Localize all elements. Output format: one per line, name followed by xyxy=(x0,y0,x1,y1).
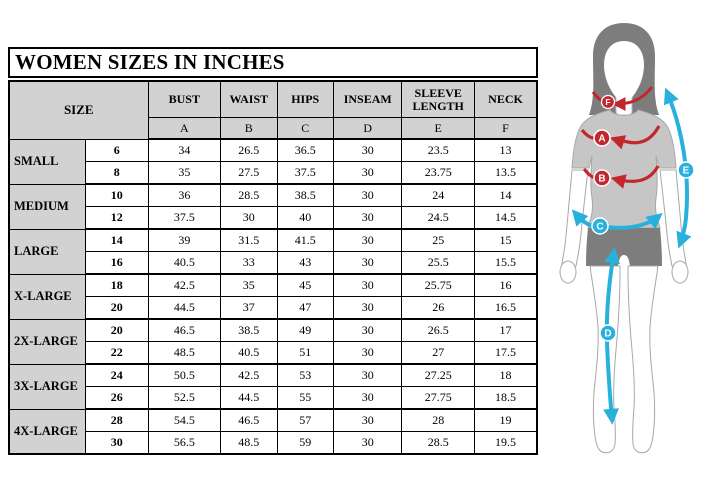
measure-cell-sleeve-length: 25 xyxy=(402,229,475,252)
letter-header-a: A xyxy=(148,118,221,140)
measure-cell-sleeve-length: 25.5 xyxy=(402,252,475,275)
measure-cell-inseam: 30 xyxy=(333,229,402,252)
measure-cell-waist: 30 xyxy=(221,207,277,230)
measure-cell-neck: 14.5 xyxy=(475,207,538,230)
col-header-waist: WAIST xyxy=(221,81,277,118)
marker-letter: A xyxy=(598,133,606,145)
bust-marker xyxy=(594,130,610,146)
measure-cell-hips: 40 xyxy=(277,207,333,230)
marker-letter: E xyxy=(682,165,690,177)
torso-shirt-shape xyxy=(572,110,676,228)
size-group-label-3x-large: 3X-LARGE xyxy=(9,364,86,409)
size-number-cell: 12 xyxy=(86,207,148,230)
measure-cell-bust: 39 xyxy=(148,229,221,252)
marker-letter: F xyxy=(605,97,611,107)
measure-cell-bust: 54.5 xyxy=(148,409,221,432)
measure-cell-inseam: 30 xyxy=(333,432,402,455)
letter-header-d: D xyxy=(333,118,402,140)
measure-cell-hips: 55 xyxy=(277,387,333,410)
measure-cell-sleeve-length: 25.75 xyxy=(402,274,475,297)
size-number-cell: 14 xyxy=(86,229,148,252)
measure-cell-bust: 56.5 xyxy=(148,432,221,455)
size-number-cell: 6 xyxy=(86,139,148,162)
measure-cell-bust: 40.5 xyxy=(148,252,221,275)
measure-cell-sleeve-length: 26 xyxy=(402,297,475,320)
size-number-cell: 24 xyxy=(86,364,148,387)
measure-cell-sleeve-length: 27.25 xyxy=(402,364,475,387)
table-row-medium-10 xyxy=(9,184,537,207)
measure-cell-inseam: 30 xyxy=(333,364,402,387)
inseam-marker xyxy=(600,325,616,341)
size-number-cell: 10 xyxy=(86,184,148,207)
measure-cell-neck: 18 xyxy=(475,364,538,387)
right-leg xyxy=(628,266,658,453)
col-header-bust: BUST xyxy=(148,81,221,118)
measure-cell-inseam: 30 xyxy=(333,387,402,410)
measure-cell-hips: 49 xyxy=(277,319,333,342)
size-group-label-medium: MEDIUM xyxy=(9,184,86,229)
measure-cell-hips: 45 xyxy=(277,274,333,297)
measure-cell-hips: 47 xyxy=(277,297,333,320)
measure-cell-waist: 35 xyxy=(221,274,277,297)
left-leg xyxy=(590,266,620,453)
measure-cell-hips: 37.5 xyxy=(277,162,333,185)
measure-cell-hips: 43 xyxy=(277,252,333,275)
table-row-4x-large-30 xyxy=(9,432,537,455)
measure-cell-sleeve-length: 24.5 xyxy=(402,207,475,230)
measure-cell-bust: 48.5 xyxy=(148,342,221,365)
size-number-cell: 8 xyxy=(86,162,148,185)
sleeve-marker xyxy=(678,162,694,178)
size-group-label-small: SMALL xyxy=(9,139,86,184)
measure-cell-neck: 19 xyxy=(475,409,538,432)
table-row-3x-large-24 xyxy=(9,364,537,387)
size-group-label-x-large: X-LARGE xyxy=(9,274,86,319)
measure-cell-neck: 13 xyxy=(475,139,538,162)
measure-cell-hips: 53 xyxy=(277,364,333,387)
right-hand xyxy=(672,261,688,283)
size-chart-area xyxy=(8,47,538,455)
table-row-x-large-18 xyxy=(9,274,537,297)
letter-header-e: E xyxy=(402,118,475,140)
table-row-medium-12 xyxy=(9,207,537,230)
measure-cell-bust: 42.5 xyxy=(148,274,221,297)
col-header-sleeve-length: SLEEVE LENGTH xyxy=(402,81,475,118)
marker-letter: B xyxy=(598,173,606,185)
measure-cell-waist: 31.5 xyxy=(221,229,277,252)
measure-cell-hips: 51 xyxy=(277,342,333,365)
left-hand xyxy=(560,261,576,283)
measure-cell-sleeve-length: 27 xyxy=(402,342,475,365)
measure-cell-waist: 40.5 xyxy=(221,342,277,365)
size-number-cell: 18 xyxy=(86,274,148,297)
measure-cell-bust: 37.5 xyxy=(148,207,221,230)
measure-cell-waist: 48.5 xyxy=(221,432,277,455)
measure-cell-sleeve-length: 23.75 xyxy=(402,162,475,185)
measure-cell-waist: 38.5 xyxy=(221,319,277,342)
hips-marker xyxy=(592,218,608,234)
size-number-cell: 20 xyxy=(86,319,148,342)
measure-cell-waist: 44.5 xyxy=(221,387,277,410)
table-row-x-large-20 xyxy=(9,297,537,320)
measure-cell-waist: 46.5 xyxy=(221,409,277,432)
measure-cell-bust: 50.5 xyxy=(148,364,221,387)
measure-cell-hips: 38.5 xyxy=(277,184,333,207)
letter-header-f: F xyxy=(475,118,538,140)
measure-cell-inseam: 30 xyxy=(333,184,402,207)
measure-cell-bust: 52.5 xyxy=(148,387,221,410)
measure-cell-bust: 46.5 xyxy=(148,319,221,342)
table-row-large-14 xyxy=(9,229,537,252)
size-group-label-large: LARGE xyxy=(9,229,86,274)
measure-cell-waist: 28.5 xyxy=(221,184,277,207)
body-measurement-figure xyxy=(546,20,720,460)
measure-cell-inseam: 30 xyxy=(333,252,402,275)
measure-cell-bust: 36 xyxy=(148,184,221,207)
measure-cell-hips: 36.5 xyxy=(277,139,333,162)
measure-cell-inseam: 30 xyxy=(333,297,402,320)
right-forearm xyxy=(660,170,686,266)
measure-cell-waist: 37 xyxy=(221,297,277,320)
table-row-large-16 xyxy=(9,252,537,275)
measure-cell-neck: 15 xyxy=(475,229,538,252)
measure-cell-neck: 16 xyxy=(475,274,538,297)
col-header-neck: NECK xyxy=(475,81,538,118)
col-header-inseam: INSEAM xyxy=(333,81,402,118)
size-number-cell: 22 xyxy=(86,342,148,365)
table-row-2x-large-22 xyxy=(9,342,537,365)
measure-cell-inseam: 30 xyxy=(333,207,402,230)
size-number-cell: 20 xyxy=(86,297,148,320)
table-row-small-8 xyxy=(9,162,537,185)
measure-cell-bust: 44.5 xyxy=(148,297,221,320)
table-row-4x-large-28 xyxy=(9,409,537,432)
measure-cell-bust: 34 xyxy=(148,139,221,162)
size-number-cell: 26 xyxy=(86,387,148,410)
chart-title: WOMEN SIZES IN INCHES xyxy=(8,47,538,78)
measure-cell-neck: 19.5 xyxy=(475,432,538,455)
measure-cell-neck: 17 xyxy=(475,319,538,342)
measure-cell-neck: 18.5 xyxy=(475,387,538,410)
size-table xyxy=(8,80,538,455)
measure-cell-neck: 17.5 xyxy=(475,342,538,365)
size-number-cell: 28 xyxy=(86,409,148,432)
measure-cell-sleeve-length: 26.5 xyxy=(402,319,475,342)
measure-cell-hips: 59 xyxy=(277,432,333,455)
measure-cell-bust: 35 xyxy=(148,162,221,185)
marker-letter: C xyxy=(596,221,604,233)
table-row-2x-large-20 xyxy=(9,319,537,342)
measure-cell-inseam: 30 xyxy=(333,162,402,185)
measure-cell-neck: 16.5 xyxy=(475,297,538,320)
letter-header-b: B xyxy=(221,118,277,140)
measure-cell-sleeve-length: 27.75 xyxy=(402,387,475,410)
size-number-cell: 16 xyxy=(86,252,148,275)
header-row-main xyxy=(9,81,537,118)
measure-cell-waist: 26.5 xyxy=(221,139,277,162)
measure-cell-sleeve-length: 28.5 xyxy=(402,432,475,455)
measure-cell-inseam: 30 xyxy=(333,139,402,162)
size-group-label-2x-large: 2X-LARGE xyxy=(9,319,86,364)
measure-cell-inseam: 30 xyxy=(333,342,402,365)
measure-cell-neck: 14 xyxy=(475,184,538,207)
measure-cell-hips: 57 xyxy=(277,409,333,432)
table-row-3x-large-26 xyxy=(9,387,537,410)
measure-cell-neck: 13.5 xyxy=(475,162,538,185)
measure-cell-neck: 15.5 xyxy=(475,252,538,275)
waist-marker xyxy=(594,170,610,186)
measure-cell-waist: 27.5 xyxy=(221,162,277,185)
measure-cell-waist: 42.5 xyxy=(221,364,277,387)
measure-cell-hips: 41.5 xyxy=(277,229,333,252)
col-header-size: SIZE xyxy=(9,81,148,139)
measure-cell-inseam: 30 xyxy=(333,319,402,342)
measure-cell-sleeve-length: 24 xyxy=(402,184,475,207)
measure-cell-sleeve-length: 23.5 xyxy=(402,139,475,162)
measure-cell-waist: 33 xyxy=(221,252,277,275)
size-group-label-4x-large: 4X-LARGE xyxy=(9,409,86,454)
measure-cell-inseam: 30 xyxy=(333,409,402,432)
letter-header-c: C xyxy=(277,118,333,140)
size-number-cell: 30 xyxy=(86,432,148,455)
measure-cell-sleeve-length: 28 xyxy=(402,409,475,432)
neck-marker xyxy=(602,96,615,109)
table-row-small-6 xyxy=(9,139,537,162)
measure-cell-inseam: 30 xyxy=(333,274,402,297)
col-header-hips: HIPS xyxy=(277,81,333,118)
marker-letter: D xyxy=(604,328,612,340)
left-forearm xyxy=(562,170,588,266)
